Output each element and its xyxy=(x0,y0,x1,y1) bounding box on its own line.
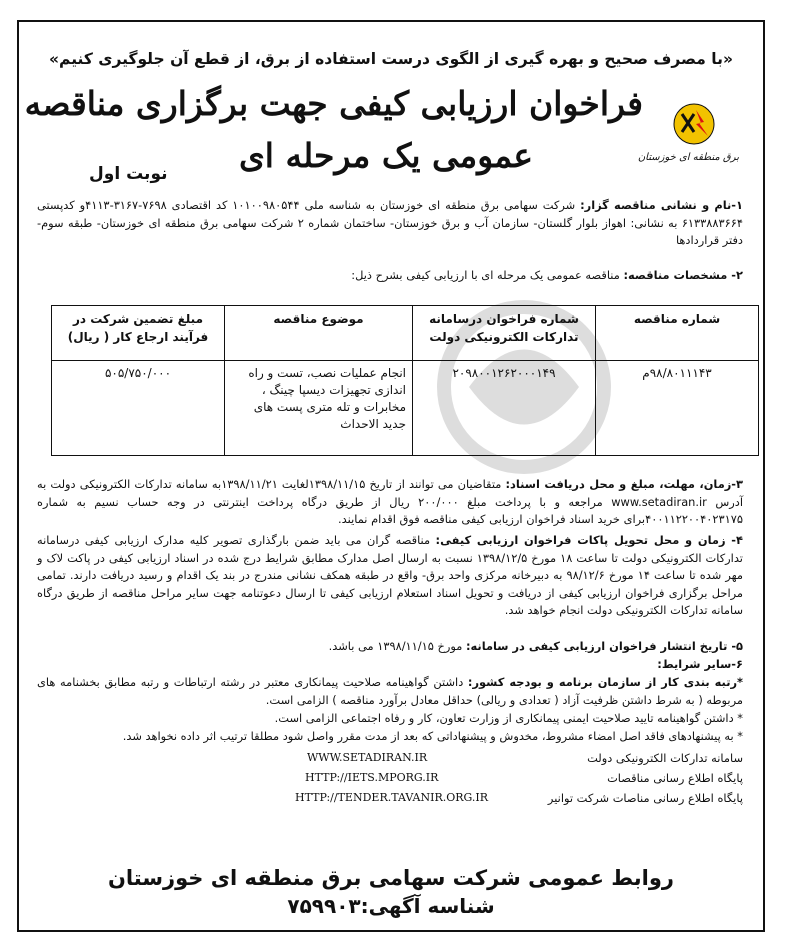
link-label: پایگاه اطلاع رسانی مناقصات xyxy=(607,771,743,785)
section-3-text: متقاضیان می توانند از تاریخ ۱۳۹۸/۱۱/۱۵لغایت ۱۳۹۸/۱۱/۲۱به سامانه تدارکات الکترونیکی دولت به آدرس www.setadiran.ir مراجعه و با پرداخت مبلغ ۲۰۰/۰۰۰ ریال از طریق درگاه پرداخت اینترنتی در وجه حساب نسیم به شماره ۴۰۰۱۱۲۲۰۰۴۰۲۳۱۷۵برای خرید اسناد فراخوان ارزیابی کیفی مناقصه فوق اقدام نمایند. xyxy=(37,477,743,526)
tender-table xyxy=(51,305,759,456)
header-tender-number: شماره مناقصه xyxy=(596,306,759,361)
section-3-label: ۳-زمان، مهلت، مبلغ و محل دریافت اسناد: xyxy=(505,477,743,491)
table-header-row xyxy=(52,306,759,361)
condition-1-text: داشتن گواهینامه صلاحیت پیمانکاری معتبر در رشته ارتباطات و رتبه مطابق بخشنامه های مربوطه ( به شرط داشتن ظرفیت آزاد ( تعدادی و ریالی) حداقل معادل برآورد مناقصه ) الزامی است. xyxy=(37,675,743,707)
list-item xyxy=(37,788,743,808)
section-4-label: ۴- زمان و محل تحویل پاکات فراخوان ارزیابی کیفی: xyxy=(435,533,743,547)
section-2-label: ۲- مشخصات مناقصه: xyxy=(623,268,743,282)
company-logo xyxy=(637,102,739,202)
cell-guarantee-amount: ۵۰۵/۷۵۰/۰۰۰ xyxy=(52,361,225,456)
condition-1 xyxy=(37,674,743,709)
condition-2: * داشتن گواهینامه تایید صلاحیت ایمنی پیمانکاری از وزارت تعاون، کار و رفاه اجتماعی الزامی است. xyxy=(274,711,743,725)
section-6-label: ۶-سایر شرایط: xyxy=(657,657,743,671)
link-label: سامانه تدارکات الکترونیکی دولت xyxy=(587,751,743,765)
cell-tender-number: ۹۸/۸۰۱۱۱۴۳م xyxy=(596,361,759,456)
notice-content xyxy=(24,32,753,920)
notice-title-line1: فراخوان ارزیابی کیفی جهت برگزاری مناقصه xyxy=(24,84,643,123)
section-4-text: مناقصه گران می باید ضمن بارگذاری تصویر کلیه مدارک ارزیابی کیفی درسامانه تدارکات الکترونیکی دولت تا ساعت ۱۸ مورخ ۱۳۹۸/۱۲/۵ نسبت به ارسال اصل مدارک مطابق شرایط درج شده در اسناد ارزیابی کیفی در پاکت لاک و مهر شده تا ساعت ۱۴ مورخ ۹۸/۱۲/۶ به دبیرخانه مرکزی واحد برق- واقع در طبقه همکف نشانی مندرج در بند یک اقدام و رسید دریافت دارند. تمامی مراحل برگزاری فراخوان ارزیابی کیفی از دریافت و تحویل اسناد استعلام ارزیابی کیفی تا ارسال دعوتنامه جهت سایر مراحل مناقصه از طریق درگاه سامانه تدارکات الکترونیکی دولت انجام خواهد شد. xyxy=(37,533,743,617)
section-2-text: مناقصه عمومی یک مرحله ای با ارزیابی کیفی بشرح ذیل: xyxy=(351,268,624,282)
lightning-logo-icon xyxy=(672,102,716,146)
link-url[interactable]: HTTP://TENDER.TAVANIR.ORG.IR xyxy=(295,791,489,804)
link-url[interactable]: WWW.SETADIRAN.IR xyxy=(307,751,428,764)
link-label: پایگاه اطلاع رسانی مناصات شرکت توانیر xyxy=(547,791,743,805)
section-6 xyxy=(37,656,743,674)
section-1-label: ۱-نام و نشانی مناقصه گزار: xyxy=(580,198,743,212)
links-list xyxy=(37,748,743,808)
link-url[interactable]: HTTP://IETS.MPORG.IR xyxy=(305,771,439,784)
table-row xyxy=(52,361,759,456)
footer-public-relations: روابط عمومی شرکت سهامی برق منطقه ای خوزستان xyxy=(107,866,674,890)
list-item xyxy=(37,768,743,788)
slogan: «با مصرف صحیح و بهره گیری از الگوی درست استفاده از برق، از قطع آن جلوگیری کنیم» xyxy=(49,50,733,68)
cell-subject: انجام عملیات نصب، تست و راه اندازی تجهیزات دیسپا چینگ ، مخابرات و تله متری پست های جدید الاحداث xyxy=(225,361,413,456)
section-1 xyxy=(37,197,743,250)
header-portal-number: شماره فراخوان درسامانه تدارکات الکترونیکی دولت xyxy=(413,306,596,361)
logo-text: برق منطقه ای خوزستان xyxy=(637,152,739,163)
cell-portal-number: ۲۰۹۸۰۰۱۲۶۲۰۰۰۱۴۹ xyxy=(413,361,596,456)
header-subject: موضوع مناقصه xyxy=(225,306,413,361)
header-guarantee-amount: مبلغ تضمین شرکت در فرآیند ارجاع کار ( ریال) xyxy=(52,306,225,361)
list-item xyxy=(37,748,743,768)
section-2 xyxy=(37,267,743,285)
section-1-text: شرکت سهامی برق منطقه ای خوزستان به شناسه ملی ۱۰۱۰۰۹۸۰۵۴۴ کد اقتصادی ۷۶۹۸-۳۱۶۷-۴۱۱۳و کدپستی ۶۱۳۳۸۸۳۶۶۴ به نشانی: اهواز بلوار گلستان- سازمان آب و برق خوزستان- ساختمان شماره ۲ شرکت سهامی برق منطقه ای خوزستان- طبقه سوم- دفتر قراردادها xyxy=(37,198,743,247)
section-5 xyxy=(37,638,743,656)
section-5-text: مورخ ۱۳۹۸/۱۱/۱۵ می باشد. xyxy=(328,639,466,653)
notice-frame xyxy=(17,20,765,932)
section-5-label: ۵- تاریخ انتشار فراخوان ارزیابی کیفی در سامانه: xyxy=(465,639,743,653)
condition-3: * به پیشنهادهای فاقد اصل امضاء مشروط، مخدوش و پیشنهاداتی که بعد از مدت مقرر واصل شود مطلقا ترتیب اثر داده نخواهد شد. xyxy=(122,729,743,743)
section-3 xyxy=(37,476,743,529)
notice-title-line2: عمومی یک مرحله ای xyxy=(238,136,534,175)
footer-ad-id: شناسه آگهی:۷۵۹۹۰۳ xyxy=(287,894,495,918)
round-label: نوبت اول xyxy=(89,164,168,184)
section-4 xyxy=(37,532,743,620)
condition-1-label: *رتبه بندی کار از سازمان برنامه و بودجه کشور: xyxy=(467,675,743,689)
